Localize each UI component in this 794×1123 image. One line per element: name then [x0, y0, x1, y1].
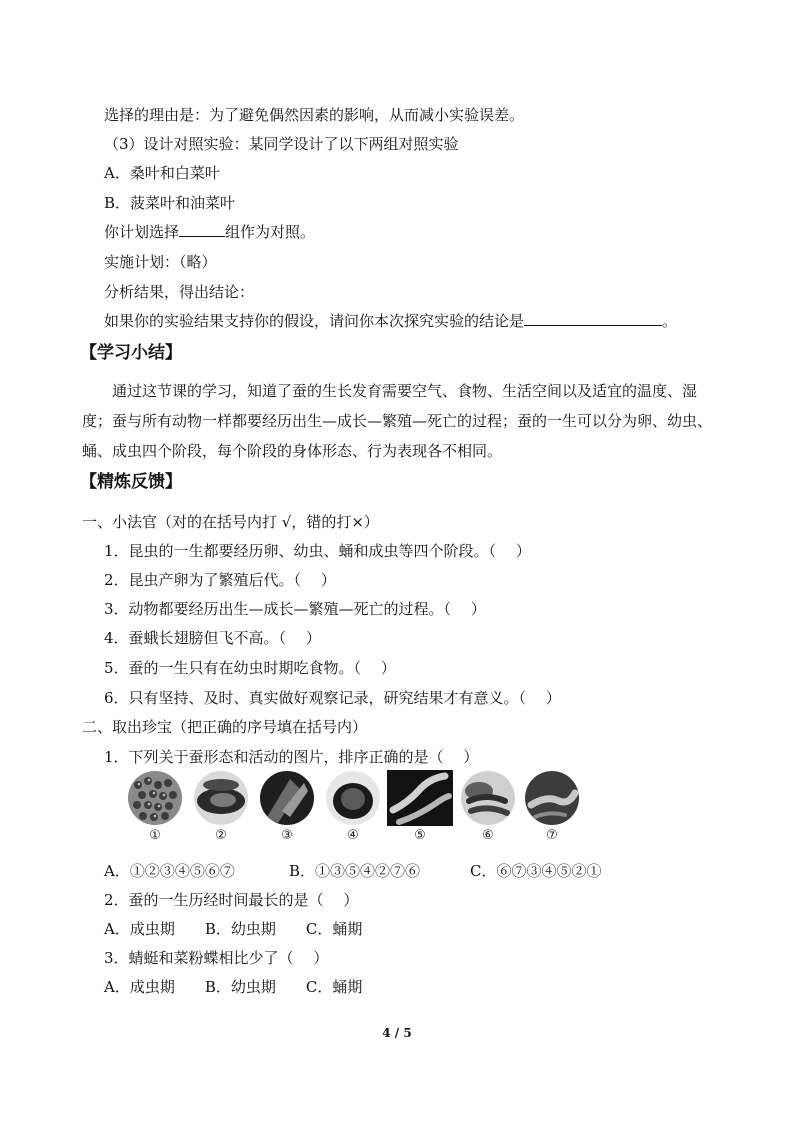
option-a-line: A．桑叶和白菜叶 — [104, 164, 220, 182]
plan-choice-blank[interactable] — [179, 222, 225, 237]
conclusion-line — [104, 311, 677, 331]
implement-line: 实施计划：（略） — [104, 253, 217, 271]
part2-q2-options: A．成虫期 B．幼虫期 C．蛹期 — [104, 920, 363, 938]
summary-heading: 【学习小结】 — [80, 343, 182, 363]
part1-item-2: 2．昆虫产卵为了繁殖后代。（ ） — [104, 571, 336, 589]
summary-paragraph: 通过这节课的学习，知道了蚕的生长发育需要空气、食物、生活空间以及适宜的温度、湿度；蚕与所有动物一样都要经历出生—成长—繁殖—死亡的过程；蚕的一生可以分为卵、幼虫、蛹、成虫四个阶段，每个阶段的身体形态、行为表现各不相同。 — [82, 382, 713, 460]
q1-option-c: C．⑥⑦③④⑤②① — [470, 862, 602, 880]
part2-q3: 3．蜻蜓和菜粉蝶相比少了（ ） — [104, 949, 329, 967]
part1-item-4: 4．蚕蛾长翅膀但飞不高。（ ） — [104, 629, 321, 647]
silkworm-moth-photo — [260, 771, 314, 825]
q3-line: （3）设计对照实验：某同学设计了以下两组对照实验 — [104, 135, 459, 153]
page-number: 4 / 5 — [382, 1026, 412, 1040]
silkworm-feeding-photo — [461, 771, 515, 825]
conclusion-blank[interactable] — [524, 311, 662, 326]
part2-q3-options: A．成虫期 B．幼虫期 C．蛹期 — [104, 978, 363, 996]
part1-title: 一、小法官（对的在括号内打 √，错的打×） — [82, 513, 379, 531]
silkworm-pupa-photo — [326, 771, 380, 825]
plan-choice-prefix: 你计划选择 — [104, 223, 180, 241]
plan-choice-suffix: 组作为对照。 — [225, 223, 316, 241]
silkworm-larvae-photo — [387, 770, 453, 826]
analyze-line: 分析结果，得出结论： — [104, 283, 255, 301]
part2-title: 二、取出珍宝（把正确的序号填在括号内） — [82, 718, 368, 736]
conclusion-prefix: 如果你的实验结果支持你的假设，请问你本次探究实验的结论是 — [104, 312, 525, 330]
part1-item-1: 1．昆虫的一生都要经历卵、幼虫、蛹和成虫等四个阶段。（ ） — [104, 542, 531, 560]
part2-q1: 1．下列关于蚕形态和活动的图片，排序正确的是（ ） — [104, 748, 479, 766]
feedback-heading: 【精炼反馈】 — [80, 472, 182, 492]
silkworm-photo-row — [128, 771, 588, 847]
conclusion-suffix: 。 — [662, 312, 678, 330]
silkworm-cocoon-photo — [194, 771, 248, 825]
part2-q2: 2．蚕的一生历经时间最长的是（ ） — [104, 891, 359, 909]
q1-option-a: A．①②③④⑤⑥⑦ — [104, 862, 235, 880]
photo-label-3: ③ — [281, 828, 293, 843]
photo-label-6: ⑥ — [482, 828, 494, 843]
part1-item-6: 6．只有坚持、及时、真实做好观察记录，研究结果才有意义。（ ） — [104, 689, 561, 707]
photo-label-2: ② — [215, 828, 227, 843]
reason-line: 选择的理由是：为了避免偶然因素的影响，从而减小实验误差。 — [104, 106, 525, 124]
plan-choice-line — [104, 222, 315, 242]
part1-item-5: 5．蚕的一生只有在幼虫时期吃食物。（ ） — [104, 659, 396, 677]
photo-label-1: ① — [149, 828, 161, 843]
photo-label-7: ⑦ — [546, 828, 558, 843]
silkworm-eggs-photo — [128, 771, 182, 825]
option-b-line: B．菠菜叶和油菜叶 — [104, 194, 236, 212]
photo-label-4: ④ — [347, 828, 359, 843]
q1-option-b: B．①③⑤④②⑦⑥ — [289, 862, 421, 880]
part1-item-3: 3．动物都要经历出生—成长—繁殖—死亡的过程。（ ） — [104, 600, 486, 618]
silkworm-spinning-photo — [525, 771, 579, 825]
photo-label-5: ⑤ — [414, 828, 426, 843]
